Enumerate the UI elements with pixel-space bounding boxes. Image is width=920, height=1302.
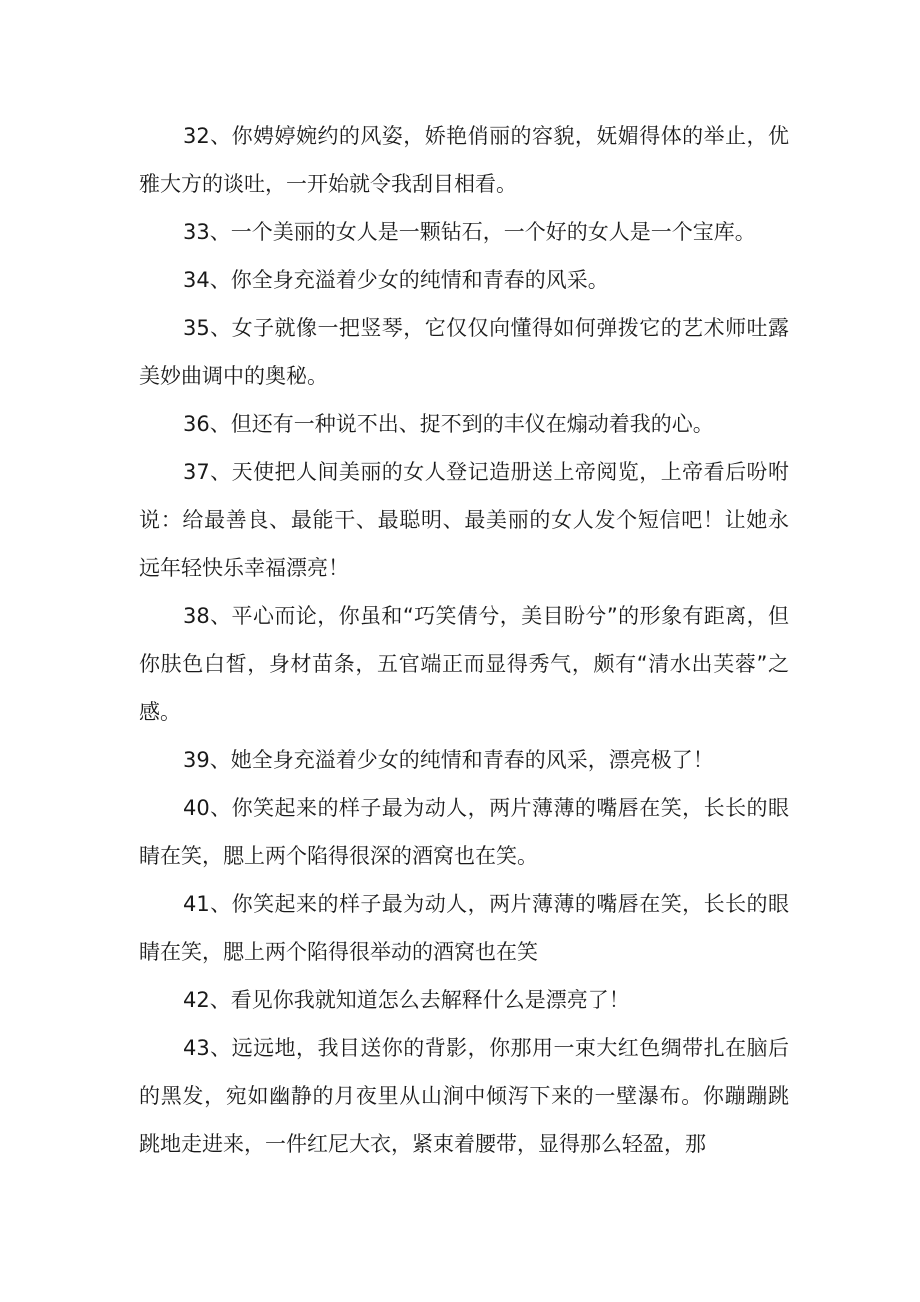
paragraph-33: 33、一个美丽的女人是一颗钻石，一个好的女人是一个宝库。 — [183, 220, 756, 244]
document-body — [139, 112, 789, 1168]
paragraph-39: 39、她全身充溢着少女的纯情和青春的风采，漂亮极了！ — [183, 748, 714, 772]
paragraph-40: 40、你笑起来的样子最为动人，两片薄薄的嘴唇在笑，长长的眼睛在笑，腮上两个陷得很深的酒窝也在笑。 — [139, 796, 789, 868]
paragraph-43: 43、远远地，我目送你的背影，你那用一束大红色绸带扎在脑后的黑发，宛如幽静的月夜里从山涧中倾泻下来的一壁瀑布。你蹦蹦跳跳地走进来，一件红尼大衣，紧束着腰带，显得那么轻盈，那 — [139, 1036, 789, 1156]
paragraph-41: 41、你笑起来的样子最为动人，两片薄薄的嘴唇在笑，长长的眼睛在笑，腮上两个陷得很举动的酒窝也在笑 — [139, 892, 789, 964]
paragraph-37: 37、天使把人间美丽的女人登记造册送上帝阅览，上帝看后吩咐说：给最善良、最能干、最聪明、最美丽的女人发个短信吧！让她永远年轻快乐幸福漂亮！ — [139, 460, 789, 580]
paragraph-34: 34、你全身充溢着少女的纯情和青春的风采。 — [183, 268, 609, 292]
paragraph-32: 32、你娉婷婉约的风姿，娇艳俏丽的容貌，妩媚得体的举止，优雅大方的谈吐，一开始就令我刮目相看。 — [139, 124, 789, 196]
paragraph-38: 38、平心而论，你虽和“巧笑倩兮，美目盼兮”的形象有距离，但你肤色白皙，身材苗条，五官端正而显得秀气，颇有“清水出芙蓉”之感。 — [139, 604, 789, 724]
paragraph-36: 36、但还有一种说不出、捉不到的丰仪在煽动着我的心。 — [183, 412, 714, 436]
paragraph-42: 42、看见你我就知道怎么去解释什么是漂亮了！ — [183, 988, 630, 1012]
paragraph-35: 35、女子就像一把竖琴，它仅仅向懂得如何弹拨它的艺术师吐露美妙曲调中的奥秘。 — [139, 316, 789, 388]
